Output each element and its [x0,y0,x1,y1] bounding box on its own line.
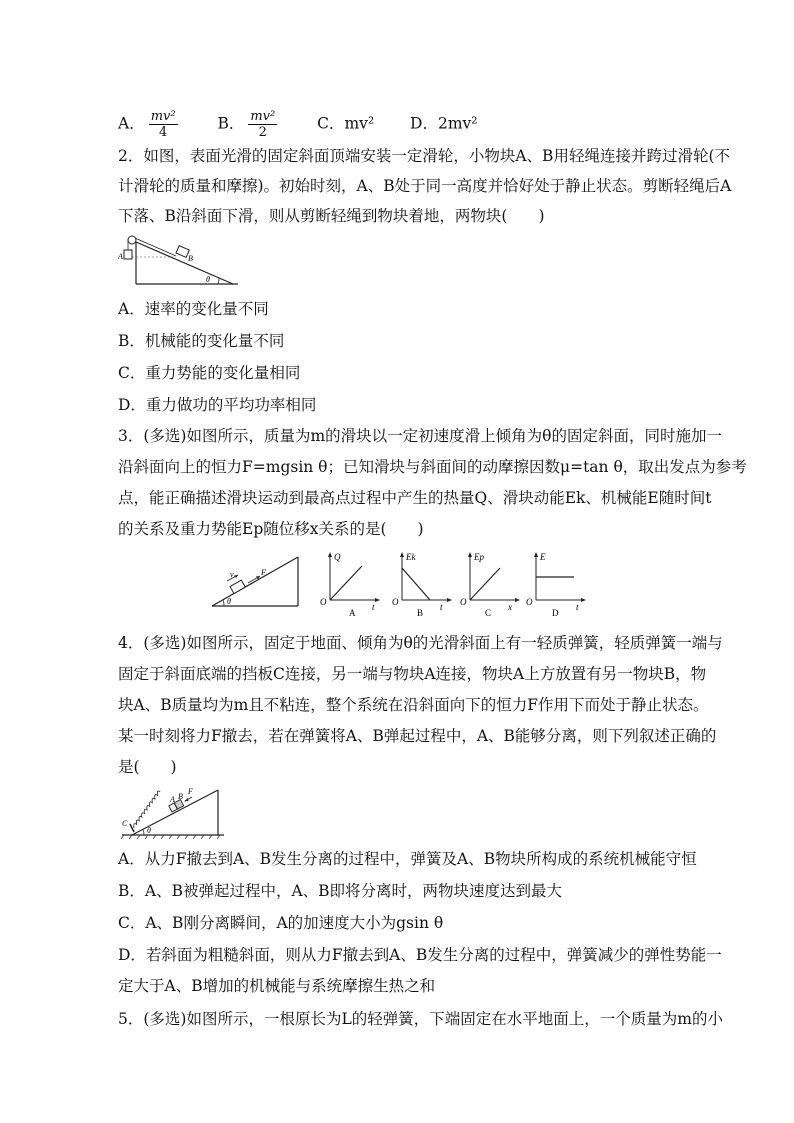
q3-label-f: F [261,568,266,577]
q3-graph-b-y-label: Ek [406,552,416,562]
q4-stem-line-3: 块A、B质量均为m且不粘连，整个系统在沿斜面向下的恒力F作用下而处于静止状态。 [118,696,709,714]
q1-option-a-fraction: $\frac{\text{mv²}}{4}$ [150,109,176,140]
q3-graph-c-x-label: x [508,602,512,612]
q4-label-c: C [122,819,128,828]
q2-stem-line-1: 2．如图，表面光滑的固定斜面顶端安装一定滑轮，小物块A、B用轻绳连接并跨过滑轮(不 [118,147,730,165]
q3-graph-a-x-label: t [372,602,375,612]
q3-graph-c [458,550,522,618]
q4-figure-spring-incline [118,786,228,840]
q4-label-f: F [188,787,193,796]
q2-pulley-icon [128,236,136,244]
q4-option-c: C．A、B刚分离瞬间，A的加速度大小为gsin θ [118,914,444,932]
q3-graph-d-x-label: t [576,602,579,612]
q3-graph-c-caption: C [485,608,492,618]
q3-angle-arc [223,600,224,606]
q3-graph-a [318,550,382,618]
q2-rope-b [135,238,176,256]
q2-figure-incline-pulley [118,232,240,290]
q3-graph-a-caption: A [349,608,356,618]
q3-figure-incline [210,553,300,609]
q4-stem-line-1: 4．(多选)如图所示，固定于地面、倾角为θ的光滑斜面上有一轻质弹簧，轻质弹簧一端与 [118,634,723,652]
q3-graph-d-caption: D [552,608,559,618]
q1-option-a-label: A． [118,114,145,133]
q2-stem-line-3: 下落、B沿斜面下滑，则从剪断轻绳到物块着地，两物块( ) [118,207,545,225]
q2-label-theta: θ [206,275,210,284]
q4-label-b: B [178,792,183,801]
q4-option-b: B．A、B被弹起过程中，A、B即将分离时，两物块速度达到最大 [118,882,563,900]
q4-angle-arc [143,830,144,835]
q4-stem-line-5: 是( ) [118,758,177,776]
q3-incline-surface [212,557,298,606]
q4-stem-line-4: 某一时刻将力F撤去，若在弹簧将A、B弹起过程中，A、B能够分离，则下列叙述正确的 [118,727,717,745]
q2-option-d: D．重力做功的平均功率相同 [118,396,317,414]
q3-graph-c-origin: O [460,597,467,607]
q3-stem-line-3: 点，能正确描述滑块运动到最高点过程中产生的热量Q、滑块动能Ek、机械能E随时间t [118,489,712,507]
q3-graph-b-origin: O [392,597,399,607]
q2-block-a [124,250,132,259]
q4-incline-surface [132,790,218,835]
q1-option-b-fraction: $\frac{\text{mv²}}{2}$ [250,109,276,140]
q2-option-b: B．机械能的变化量不同 [118,332,285,350]
q3-label-v: v [230,570,234,579]
q4-option-a: A．从力F撤去到A、B发生分离的过程中，弹簧及A、B物块所构成的系统机械能守恒 [118,850,697,868]
q4-label-theta: θ [147,826,151,835]
q3-graph-d [524,550,588,618]
q3-graph-d-y-label: E [540,552,546,562]
q2-label-b: B [188,254,193,263]
q2-angle-arc [218,278,219,284]
q4-label-a: A [170,795,175,804]
q4-option-d-line-2: 定大于A、B增加的机械能与系统摩擦生热之和 [118,977,436,995]
q3-stem-line-4: 的关系及重力势能Ep随位移x关系的是( ) [118,520,424,538]
q3-graph-b-caption: B [417,608,424,618]
q2-label-a: A [118,252,123,261]
q3-stem-line-2: 沿斜面向上的恒力F=mgsin θ；已知滑块与斜面间的动摩擦因数μ=tan θ，取出发点为参考 [118,458,747,476]
q4-spring-icon [124,790,169,828]
q3-graph-c-curve [470,568,500,600]
q2-option-a: A．速率的变化量不同 [118,300,269,318]
q3-graph-b-curve [402,568,430,600]
q1-options [118,110,478,139]
q1-option-b-label: B． [217,114,245,133]
q3-graph-b-x-label: t [440,602,443,612]
q5-stem-line-1: 5．(多选)如图所示，一根原长为L的轻弹簧，下端固定在水平地面上，一个质量为m的小 [118,1010,723,1028]
q3-graph-d-origin: O [526,597,533,607]
q1-option-d: D．2mv² [410,114,478,133]
q4-option-d-line-1: D．若斜面为粗糙斜面，则从力F撤去到A、B发生分离的过程中，弹簧减少的弹性势能一 [118,946,722,964]
q2-option-c: C．重力势能的变化量相同 [118,364,301,382]
q2-stem-line-2: 计滑轮的质量和摩擦)。初始时刻，A、B处于同一高度并恰好处于静止状态。剪断轻绳后A [118,177,732,195]
q3-graph-c-y-label: Ep [474,552,484,562]
q3-graph-b [390,550,454,618]
q3-graph-a-y-label: Q [334,552,341,562]
q4-stem-line-2: 固定于斜面底端的挡板C连接，另一端与物块A连接，物块A上方放置有另一物块B，物 [118,665,707,683]
q4-force-arrowhead [184,798,189,802]
q3-stem-line-1: 3．(多选)如图所示，质量为m的滑块以一定初速度滑上倾角为θ的固定斜面，同时施加一 [118,427,722,445]
q3-block [230,580,245,593]
q4-stopper-c [130,824,134,832]
q3-graph-a-origin: O [320,597,327,607]
q1-option-c: C．mv² [317,114,375,133]
q3-label-theta: θ [227,597,231,606]
q3-graph-a-curve [330,566,362,600]
